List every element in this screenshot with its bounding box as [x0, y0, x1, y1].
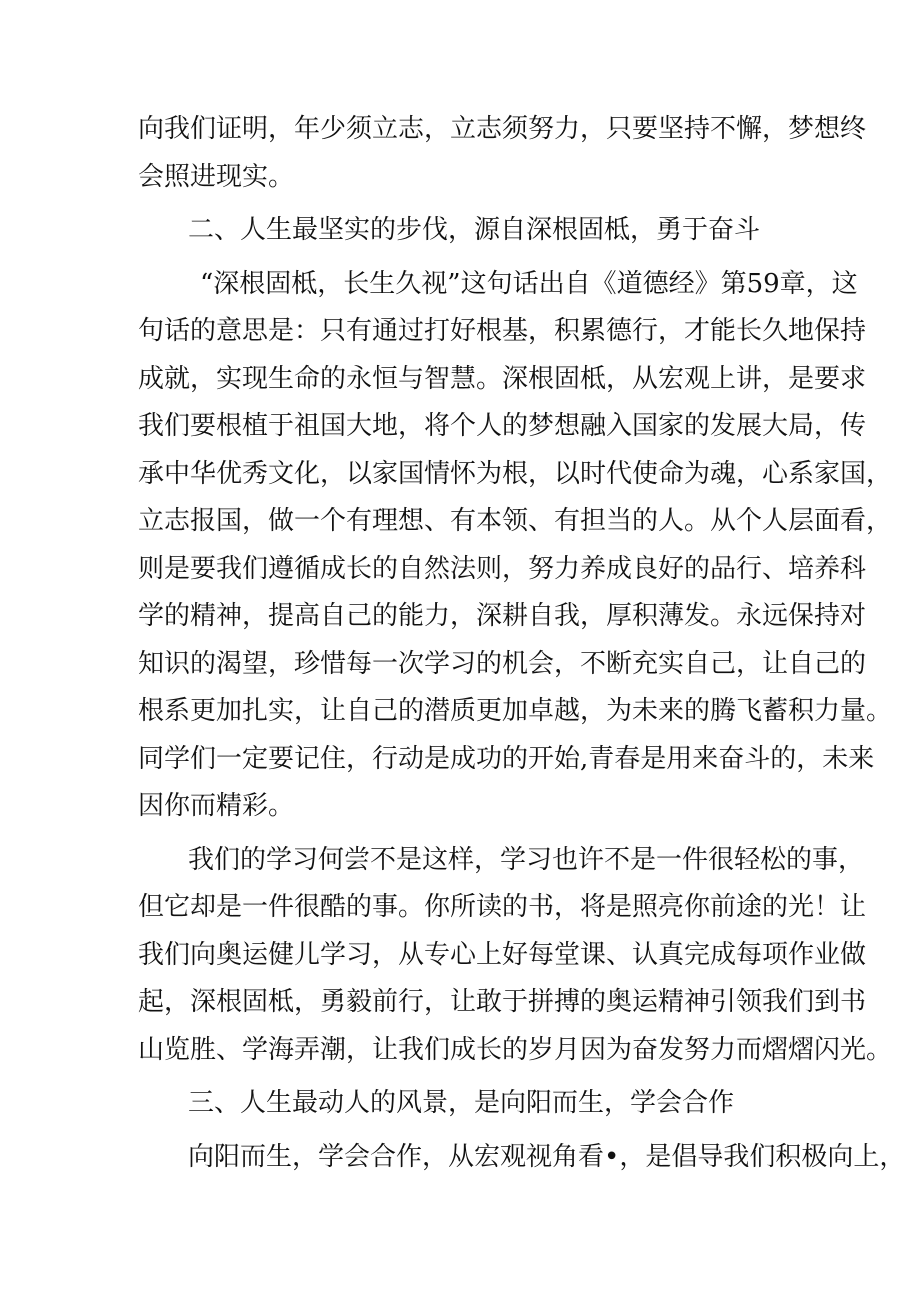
document-body	[138, 106, 906, 1181]
paragraph-sunward	[138, 1134, 906, 1182]
text-line: 我们要根植于祖国大地，将个人的梦想融入国家的发展大局，传	[138, 411, 867, 441]
text-line: 因你而精彩。	[138, 791, 295, 821]
text-line: 承中华优秀文化，以家国情怀为根，以时代使命为魂，心系家国，	[138, 458, 893, 489]
text-line: 我们向奥运健儿学习，从专心上好每堂课、认真完成每项作业做	[138, 939, 867, 970]
text-line: 成就，实现生命的永恒与智慧。深根固柢，从宏观上讲，是要求	[138, 363, 867, 394]
text-line: 向我们证明，年少须立志，立志须努力，只要坚持不懈，梦想终	[138, 114, 867, 144]
text-line: 起，深根固柢，勇毅前行，让敢于拼搏的奥运精神引领我们到书	[138, 987, 867, 1017]
paragraph-deep-roots	[138, 261, 893, 831]
text-line: 我们的学习何尝不是这样，学习也许不是一件很轻松的事，	[188, 844, 865, 875]
text-line: 根系更加扎实，让自己的潜质更加卓越，为未来的腾飞蓄积力量。	[138, 696, 893, 726]
paragraph-study	[138, 837, 893, 1075]
text-line: 向阳而生，学会合作，从宏观视角看•，是倡导我们积极向上，	[188, 1141, 906, 1172]
text-line: 同学们一定要记住，行动是成功的开始,青春是用来奋斗的，未来	[138, 743, 875, 774]
text-line: 但它却是一件很酷的事。你所读的书，将是照亮你前途的光！让	[138, 892, 867, 922]
text-line: “深根固柢，长生久视”这句话出自《道德经》第59章，这	[200, 268, 858, 299]
text-line: 知识的渴望，珍惜每一次学习的机会，不断充实自己，让自己的	[138, 648, 867, 679]
text-line: 学的精神，提高自己的能力，深耕自我，厚积薄发。永远保持对	[138, 601, 867, 631]
text-line: 立志报国，做一个有理想、有本领、有担当的人。从个人层面看，	[138, 506, 893, 536]
section-heading-2: 二、人生最坚实的步伐，源自深根固柢，勇于奋斗	[188, 215, 761, 245]
text-line: 句话的意思是：只有通过打好根基，积累德行，才能长久地保持	[138, 316, 867, 346]
section-heading-3: 三、人生最动人的风景，是向阳而生，学会合作	[188, 1088, 735, 1118]
text-line: 山览胜、学海弄潮，让我们成长的岁月因为奋发努力而熠熠闪光。	[138, 1034, 893, 1065]
text-line: 则是要我们遵循成长的自然法则，努力养成良好的品行、培养科	[138, 553, 867, 584]
text-line: 会照进现实。	[138, 161, 295, 192]
